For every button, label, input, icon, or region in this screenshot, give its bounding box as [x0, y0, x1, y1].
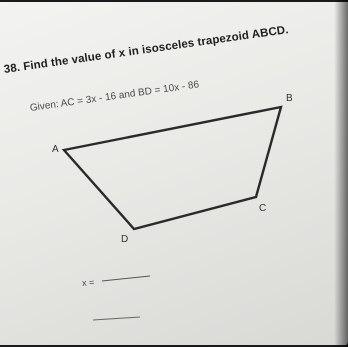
question-prompt: Find the value of x in isosceles trapezoid ABCD.: [22, 24, 290, 74]
answer-blank-line[interactable]: [102, 276, 150, 281]
extra-blank-line: [93, 317, 140, 320]
vertex-label-c: C: [259, 203, 267, 214]
vertex-label-a: A: [52, 144, 59, 155]
vertex-label-b: B: [286, 93, 293, 104]
trapezoid-abcd: [64, 107, 281, 229]
vertex-label-d: D: [121, 234, 129, 245]
answer-prompt: x =: [81, 277, 95, 288]
given-equations: Given: AC = 3x - 16 and BD = 10x - 86: [29, 79, 200, 114]
question-number: 38.: [3, 61, 21, 76]
